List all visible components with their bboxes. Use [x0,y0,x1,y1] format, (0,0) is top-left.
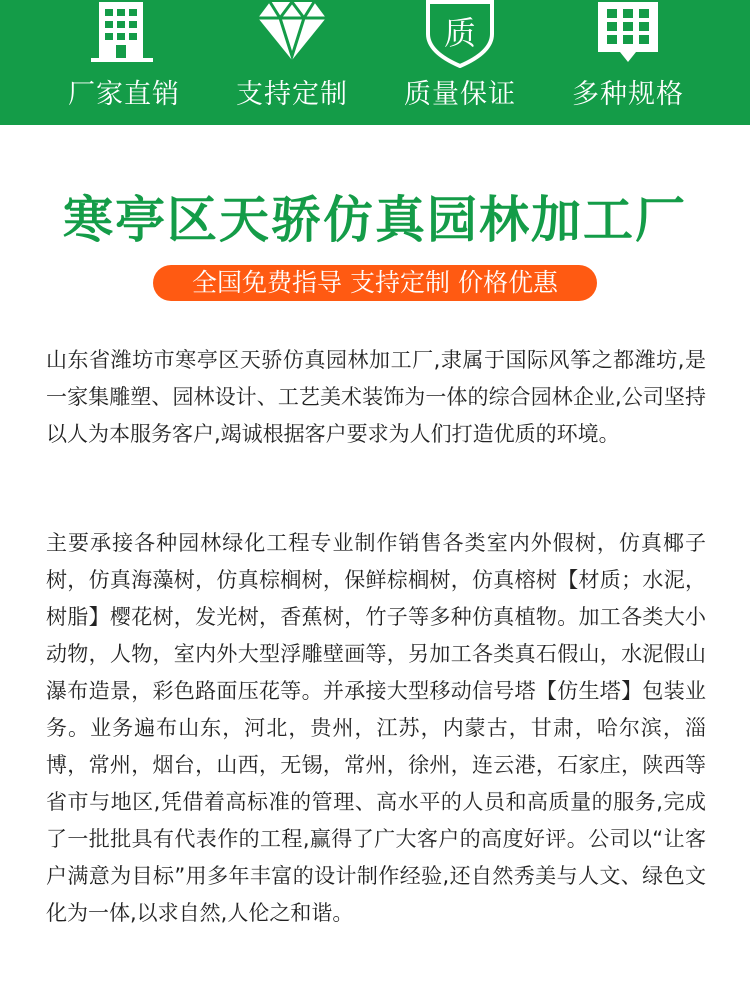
company-intro-paragraph: 山东省潍坊市寒亭区天骄仿真园林加工厂,隶属于国际风筝之都潍坊,是一家集雕塑、园林设计、工艺美术装饰为一体的综合园林企业,公司坚持以人为本服务客户,竭诚根据客户要求为人们打造优质的环境。 [46,348,706,446]
feature-label: 支持定制 [236,79,348,110]
diamond-icon [256,0,328,62]
feature-banner [0,0,750,125]
quality-glyph: 质 [443,14,477,52]
feature-label: 多种规格 [572,79,684,110]
company-title: 寒亭区天骄仿真园林加工厂 [63,191,687,249]
feature-label: 厂家直销 [68,79,180,110]
quality-shield-icon [422,0,498,68]
feature-specifications [538,0,718,125]
feature-quality [370,0,550,125]
business-scope-paragraph: 主要承接各种园林绿化工程专业制作销售各类室内外假树，仿真椰子树，仿真海藻树，仿真棕榈树，保鲜棕榈树，仿真榕树【材质；水泥，树脂】樱花树，发光树，香蕉树，竹子等多种仿真植物。加工各类大小动物，人物，室内外大型浮雕壁画等，另加工各类真石假山，水泥假山瀑布造景，彩色路面压花等。并承接大型移动信号塔【仿生塔】包装业务。业务遍布山东，河北，贵州，江苏，内蒙古，甘肃，哈尔滨，淄博，常州，烟台，山西，无锡，常州，徐州，连云港，石家庄，陕西等省市与地区,凭借着高标准的管理、高水平的人员和高质量的服务,完成了一批批具有代表作的工程,赢得了广大客户的高度好评。公司以“让客户满意为目标”用多年丰富的设计制作经验,还自然秀美与人文、绿色文化为一体,以求自然,人伦之和谐。 [46,531,706,925]
tagline-badge: 全国免费指导 支持定制 价格优惠 [153,265,597,301]
grid-chat-icon [594,0,662,66]
feature-customization [202,0,382,125]
feature-factory-direct [34,0,214,125]
feature-label: 质量保证 [404,79,516,110]
building-icon [89,0,159,66]
